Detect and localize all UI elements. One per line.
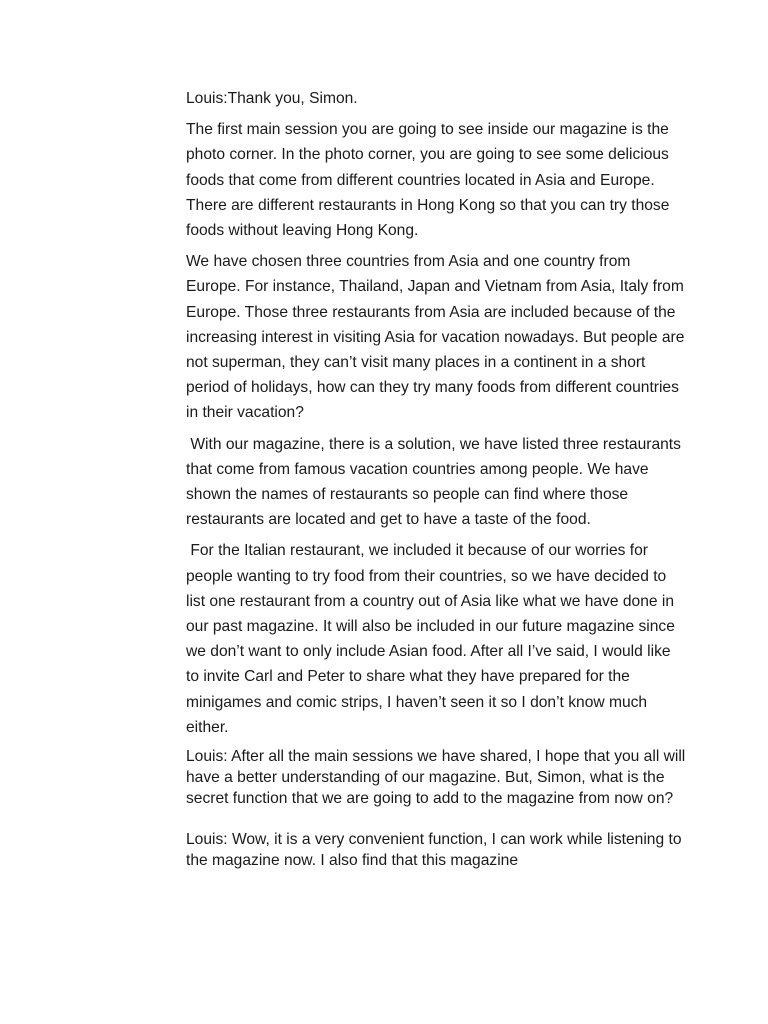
paragraph-chosen-countries: We have chosen three countries from Asia and one country from Europe. For instance, Thailand, Japan and Vietnam from Asia, Italy from Europe. Those three restaurants from Asia are included because of the increasing interest in visiting Asia for vacation nowadays. But people are not superman, they can’t visit many places in a continent in a short period of holidays, how can they try many foods from different countries in their vacation? xyxy=(186,253,685,422)
paragraph-louis-thanks: Louis:Thank you, Simon. xyxy=(186,90,358,107)
paragraph-italian-restaurant: For the Italian restaurant, we included it because of our worries for people wanting to try food from their countries, so we have decided to list one restaurant from a country out of Asia like what we have done in our past magazine. It will also be included in our future magazine since we don’t want to only include Asian food. After all I’ve said, I would like to invite Carl and Peter to share what they have prepared for the minigames and comic strips, I haven’t seen it so I don’t know much either. xyxy=(186,542,680,736)
document-body xyxy=(186,86,686,871)
paragraph-photo-corner: The first main session you are going to see inside our magazine is the photo corner. In the photo corner, you are going to see some delicious foods that come from different countries located in Asia and Europe. There are different restaurants in Hong Kong so that you can try those foods without leaving Hong Kong. xyxy=(186,121,670,240)
paragraph-secret-function-question: Louis: After all the main sessions we have shared, I hope that you all will have a better understanding of our magazine. But, Simon, what is the secret function that we are going to add to the magazine from now on? xyxy=(186,748,686,808)
paragraph-convenient-function: Louis: Wow, it is a very convenient function, I can work while listening to the magazine now. I also find that this magazine xyxy=(186,831,682,870)
paragraph-magazine-solution: With our magazine, there is a solution, we have listed three restaurants that come from famous vacation countries among people. We have shown the names of restaurants so people can find where those restaurants are located and get to have a taste of the food. xyxy=(186,435,686,529)
